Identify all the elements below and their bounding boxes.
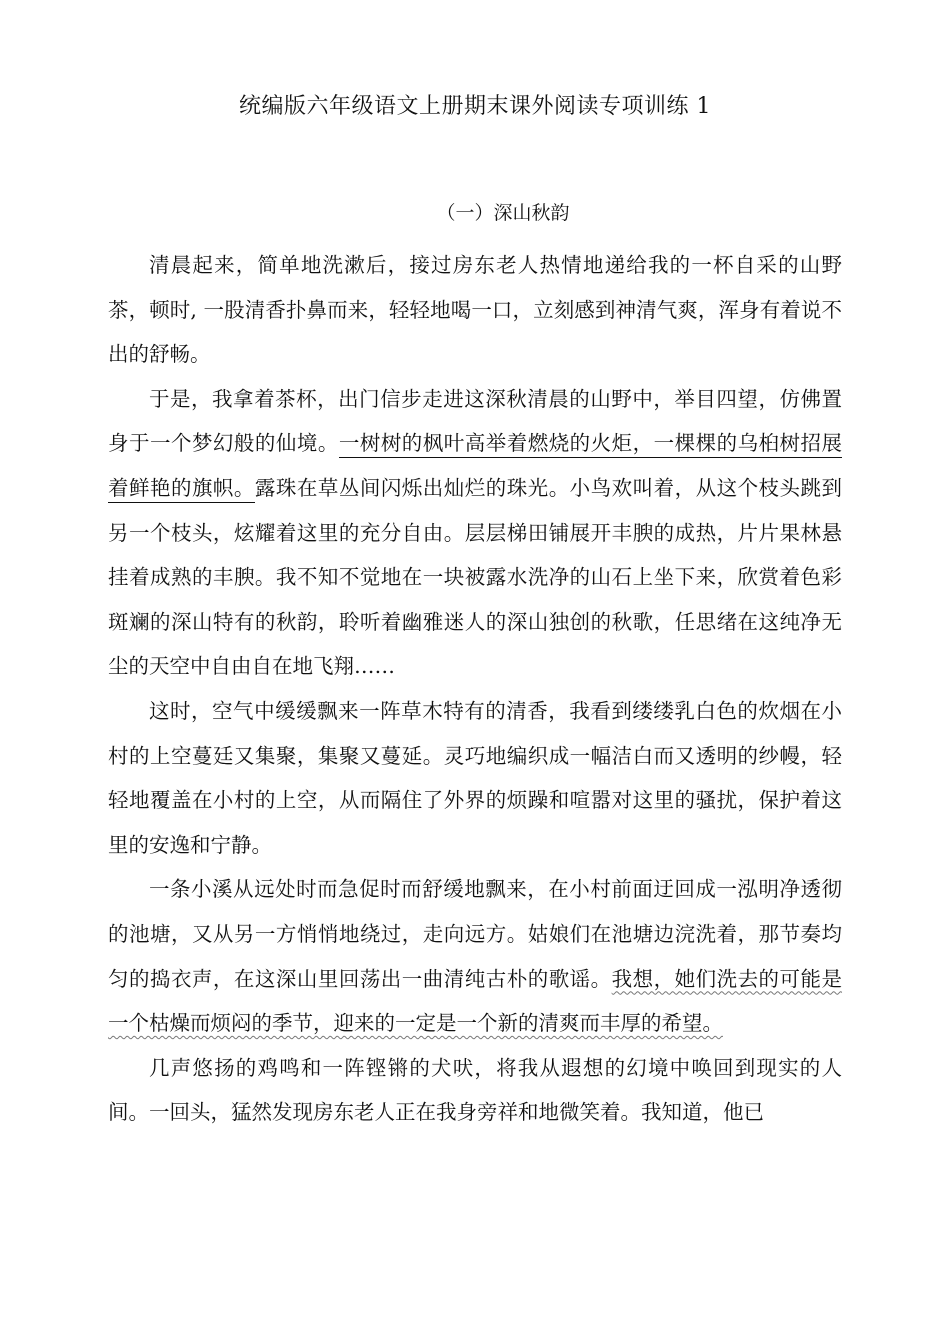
- paragraph-4-wavy-underlined-sentence: 我想，她们洗去的可能是一个枯燥而烦闷的季节，迎来的一定是一个新的清爽而丰厚的希望。: [108, 966, 843, 1036]
- paragraph-2-underlined-sentence: 一树树的枫叶高举着燃烧的火炬，一棵棵的乌桕树招展着鲜艳的旗帜。: [108, 431, 842, 503]
- paragraph-1: [108, 243, 842, 377]
- paragraph-3: [108, 689, 842, 867]
- paragraph-4: [108, 867, 842, 1045]
- paragraph-2-text-start: 于是，我拿着茶杯，出门信步走进这深秋清晨的山野中，举目四望，仿佛置身于一个梦幻般的仙境。: [108, 386, 842, 456]
- paragraph-5-text: 几声悠扬的鸡鸣和一阵铿锵的犬吠，将我从遐想的幻境中唤回到现实的人间。一回头，猛然发现房东老人正在我身旁祥和地微笑着。我知道，他已: [108, 1055, 842, 1125]
- paragraph-4-text-start: 一条小溪从远处时而急促时而舒缓地飘来，在小村前面迂回成一泓明净透彻的池塘，又从另一方悄悄地绕过，走向远方。姑娘们在池塘边浣洗着，那节奏均匀的捣衣声，在这深山里回荡出一曲清纯古朴的歌谣。: [108, 877, 842, 991]
- paragraph-2: [108, 377, 842, 689]
- section-title: （一）深山秋韵: [436, 202, 570, 224]
- paragraph-5: [108, 1046, 842, 1135]
- document-title: 统编版六年级语文上册期末课外阅读专项训练 1: [239, 94, 711, 119]
- paragraph-2-text-end: 露珠在草丛间闪烁出灿烂的珠光。小鸟欢叫着，从这个枝头跳到另一个枝头，炫耀着这里的充分自由。层层梯田铺展开丰腴的成热，片片果林悬挂着成熟的丰腴。我不知不觉地在一块被露水洗净的山石上坐下来，欣赏着色彩斑斓的深山特有的秋韵，聆听着幽雅迷人的深山独创的秋歌，任思绪在这纯净无尘的天空中自由自在地飞翔……: [108, 475, 843, 679]
- paragraph-1-text: 清晨起来，简单地洗漱后，接过房东老人热情地递给我的一杯自采的山野茶，顿时, 一股清香扑鼻而来，轻轻地喝一口，立刻感到神清气爽，浑身有着说不出的舒畅。: [108, 253, 842, 367]
- paragraph-3-text: 这时，空气中缓缓飘来一阵草木特有的清香，我看到缕缕乳白色的炊烟在小村的上空蔓廷又集聚，集聚又蔓延。灵巧地编织成一幅洁白而又透明的纱幔，轻轻地覆盖在小村的上空，从而隔住了外界的烦躁和喧嚣对这里的骚扰，保护着这里的安逸和宁静。: [108, 698, 842, 857]
- article-body: [108, 243, 842, 1135]
